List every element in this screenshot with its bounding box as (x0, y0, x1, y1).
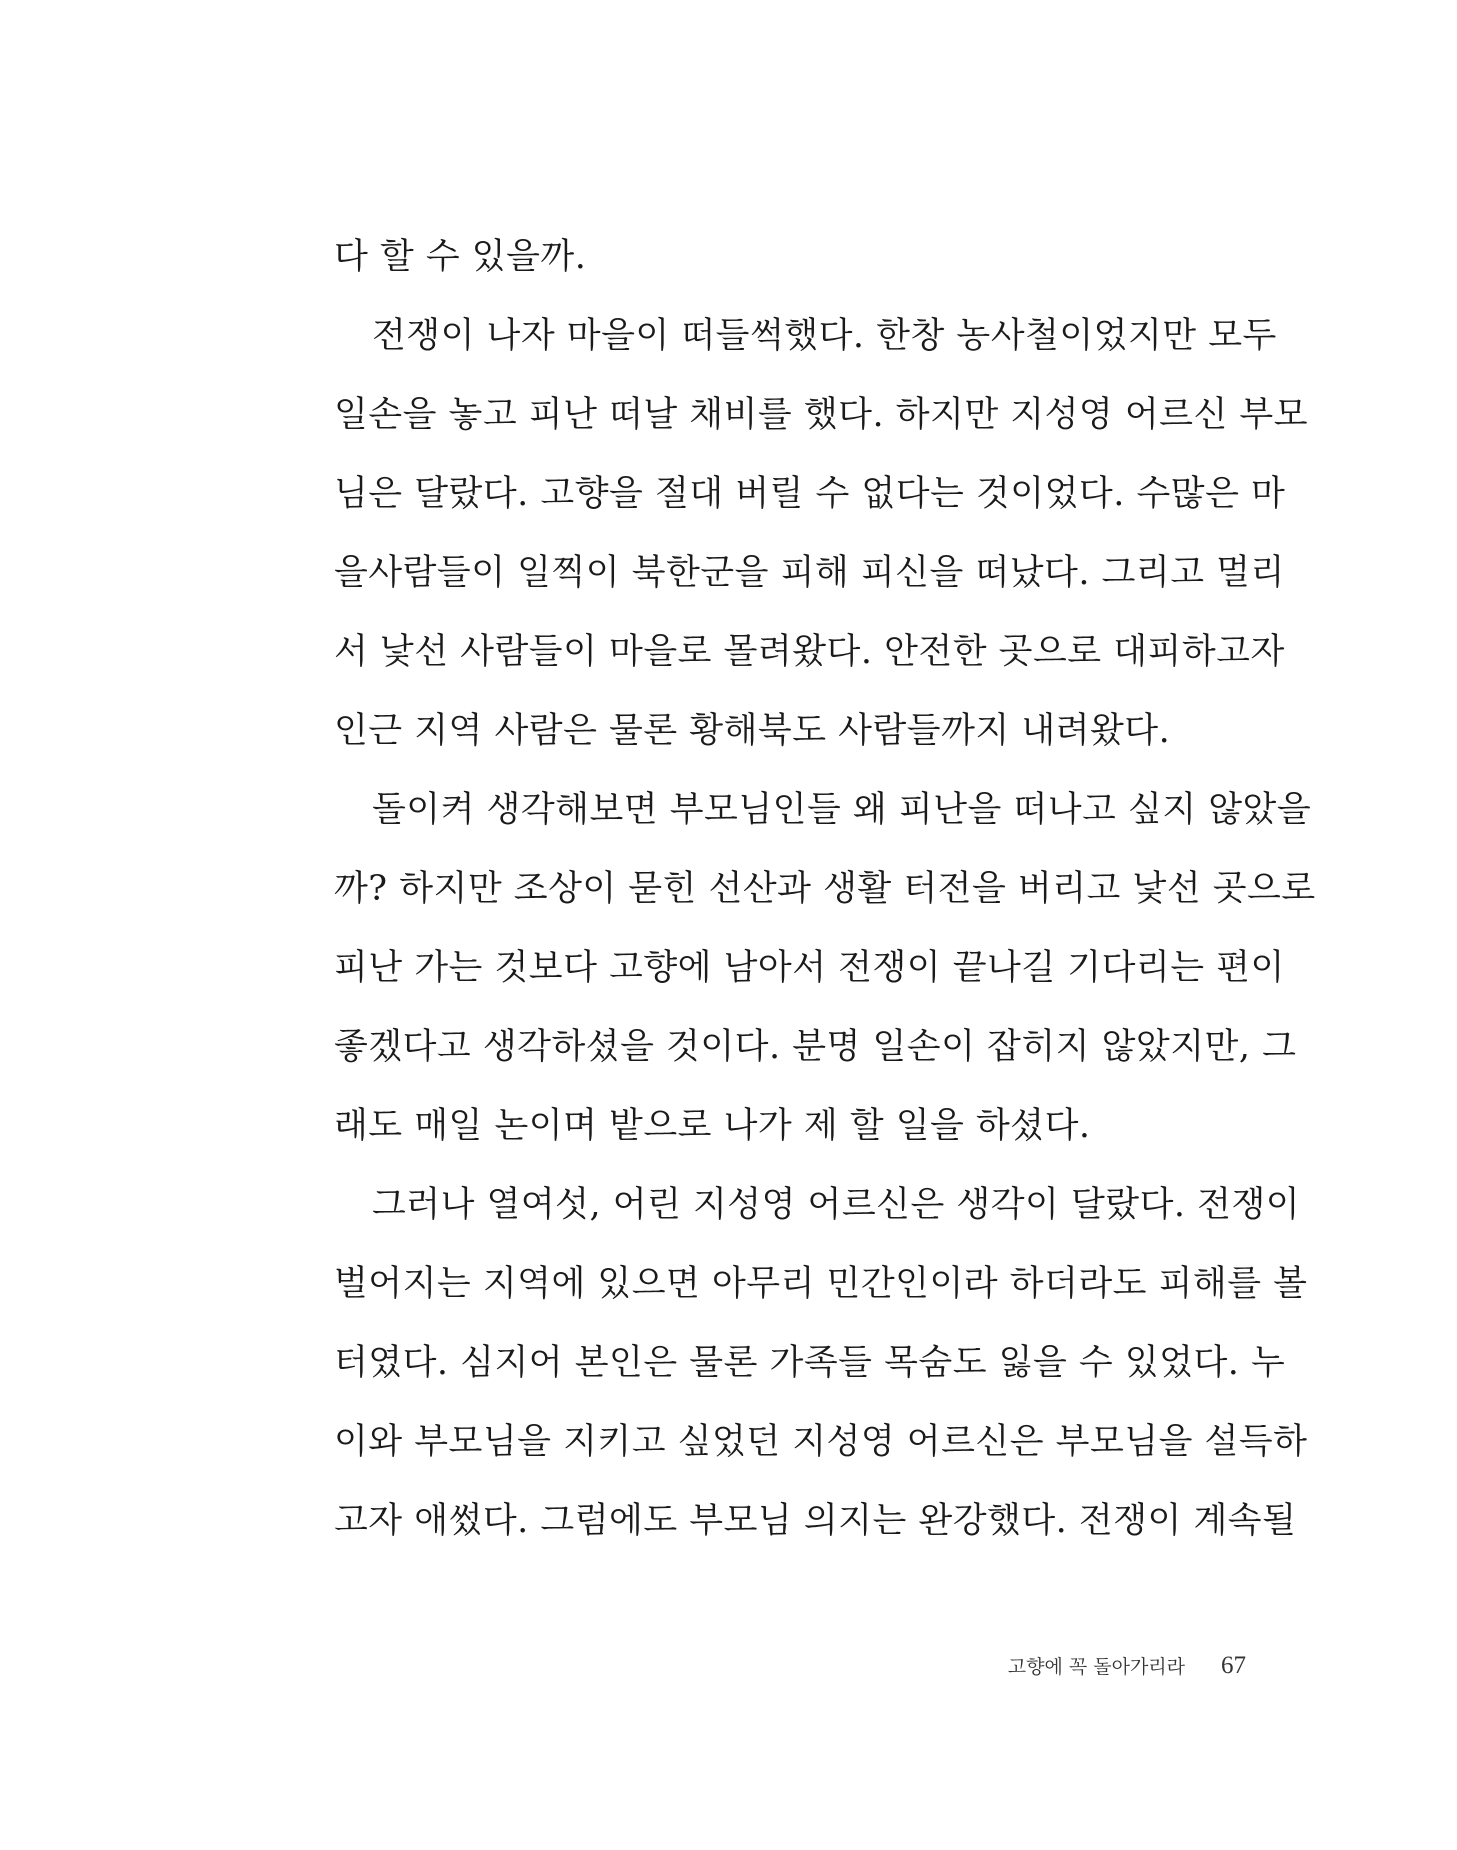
text-line: 전쟁이 나자 마을이 떠들썩했다. 한창 농사철이었지만 모두 (372, 316, 1277, 356)
text-line: 다 할 수 있을까. (334, 237, 587, 277)
text-line: 래도 매일 논이며 밭으로 나가 제 할 일을 하셨다. (334, 1106, 1091, 1146)
running-title: 고향에 꼭 돌아가리라 (1007, 1656, 1185, 1678)
text-line: 일손을 놓고 피난 떠날 채비를 했다. 하지만 지성영 어르신 부모 (334, 395, 1309, 435)
text-line: 님은 달랐다. 고향을 절대 버릴 수 없다는 것이었다. 수많은 마 (334, 474, 1286, 514)
text-line: 서 낯선 사람들이 마을로 몰려왔다. 안전한 곳으로 대피하고자 (334, 632, 1285, 672)
page-number: 67 (1221, 1652, 1246, 1679)
text-line: 돌이켜 생각해보면 부모님인들 왜 피난을 떠나고 싶지 않았을 (372, 790, 1312, 830)
text-line: 이와 부모님을 지키고 싶었던 지성영 어르신은 부모님을 설득하 (334, 1422, 1308, 1462)
body-text (334, 218, 1316, 1561)
text-line: 고자 애썼다. 그럼에도 부모님 의지는 완강했다. 전쟁이 계속될 (334, 1501, 1297, 1541)
text-line: 터였다. 심지어 본인은 물론 가족들 목숨도 잃을 수 있었다. 누 (334, 1343, 1286, 1383)
text-line: 을사람들이 일찍이 북한군을 피해 피신을 떠났다. 그리고 멀리 (334, 553, 1285, 593)
text-line: 까? 하지만 조상이 묻힌 선산과 생활 터전을 버리고 낯선 곳으로 (334, 869, 1316, 909)
text-line: 피난 가는 것보다 고향에 남아서 전쟁이 끝나길 기다리는 편이 (334, 948, 1285, 988)
text-line: 좋겠다고 생각하셨을 것이다. 분명 일손이 잡히지 않았지만, 그 (334, 1027, 1297, 1067)
text-line: 인근 지역 사람은 물론 황해북도 사람들까지 내려왔다. (334, 711, 1171, 751)
text-line: 벌어지는 지역에 있으면 아무리 민간인이라 하더라도 피해를 볼 (334, 1264, 1308, 1304)
text-line: 그러나 열여섯, 어린 지성영 어르신은 생각이 달랐다. 전쟁이 (372, 1185, 1301, 1225)
page-footer (1008, 1652, 1246, 1680)
